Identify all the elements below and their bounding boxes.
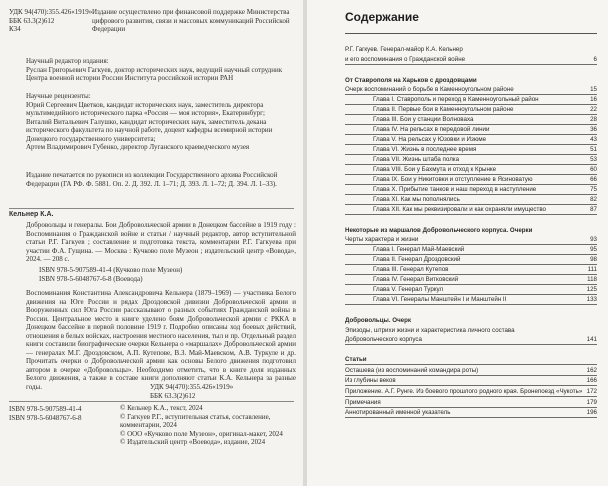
copyright-notices (120, 404, 300, 447)
toc-entry (345, 376, 597, 386)
toc-entry-title: Глава VIII. Бои у Бахмута и отход к Крынке (373, 166, 497, 173)
toc-page-number: 118 (587, 276, 597, 283)
toc-chapter-entry (345, 265, 597, 275)
toc-chapter-entry (345, 95, 597, 105)
toc-page-number: 43 (590, 136, 597, 143)
toc-chapter-entry (345, 285, 597, 295)
toc-entry (345, 398, 597, 408)
toc-entry-title: Черты характера и жизни (345, 236, 419, 243)
reviewer-2: Виталий Витальевич Галушко, кандидат исторических наук, заместитель декана исторического факультета по научной работе, доцент кафедры всемирной истории Донецкого государственного университета; (26, 117, 273, 143)
divider (9, 208, 294, 209)
toc-entry-title: Глава II. Генерал Дроздовский (373, 256, 461, 263)
toc-page-number: 93 (590, 236, 597, 243)
toc-chapter-entry (345, 245, 597, 255)
copyright-line: © Издательский центр «Воевода», издание, 2024 (120, 438, 266, 446)
editor-text: Руслан Григорьевич Гагкуев, доктор исторических наук, ведущий научный сотрудник Центра военной истории России Института российской истории РАН (26, 65, 283, 82)
toc-entry-title: Глава III. Бои у станции Волноваха (373, 116, 474, 123)
toc-entry-title: Примечания (345, 399, 381, 406)
toc-section-heading (345, 75, 597, 85)
isbn-line: ISBN 978-5-907589-41-4 (9, 405, 82, 413)
toc-chapter-entry (345, 115, 597, 125)
toc-entry (345, 235, 597, 245)
toc-page-number: 111 (587, 266, 597, 273)
toc-entry-title: Эпизоды, штрихи жизни и характеристика личного состава (345, 327, 515, 334)
toc-section-heading (345, 355, 597, 365)
toc-entry-title: Глава XII. Как мы реквизировали и как охраняли имущество (373, 206, 546, 213)
toc-page-number: 60 (590, 166, 597, 173)
toc-page-number: 51 (590, 146, 597, 153)
page-title: Содержание (345, 10, 419, 24)
toc-entry (345, 44, 597, 54)
toc-chapter-entry (345, 275, 597, 285)
toc-page-number: 196 (586, 409, 597, 416)
toc-entry-title: Глава I. Генерал Май-Маевский (373, 246, 465, 253)
toc-chapter-entry (345, 195, 597, 205)
imprint-page (0, 0, 303, 486)
bbk-line: ББК 63.3(2)612 (150, 391, 196, 400)
reviewers-label: Научные рецензенты: (26, 92, 91, 100)
toc-chapter-entry (345, 165, 597, 175)
toc-entry-title: Р.Г. Гагкуев. Генерал-майор К.А. Кельнер (345, 46, 463, 53)
reviewers (26, 92, 296, 152)
author-mark: К34 (9, 25, 21, 33)
toc-page-number: 75 (590, 186, 597, 193)
toc-entry (345, 85, 597, 95)
isbn-short-list (9, 405, 109, 422)
toc-page-number: 66 (590, 176, 597, 183)
toc-entry-title: Глава I. Ставрополь и переход в Каменноугольный район (373, 96, 539, 103)
udk-repeat (150, 383, 300, 400)
copyright-line: © Кельнер К.А., текст, 2024 (120, 404, 203, 412)
toc-page-number: 172 (586, 388, 597, 395)
isbn-list (39, 266, 239, 283)
toc-page-number: 166 (586, 377, 597, 384)
toc-page-number: 133 (586, 296, 597, 303)
udk-line: УДК 94(470):355.426«1919» (9, 8, 93, 16)
bbk-line: ББК 63.3(2)612 (9, 16, 55, 25)
toc-entry-title: Некоторые из маршалов Добровольческого корпуса. Очерки (345, 227, 533, 234)
toc-entry-title: Добровольческого корпуса (345, 336, 422, 343)
toc-page-number: 28 (590, 116, 597, 123)
toc-chapter-entry (345, 125, 597, 135)
toc-chapter-entry (345, 155, 597, 165)
toc-section-heading (345, 315, 597, 325)
toc-chapter-entry (345, 175, 597, 185)
isbn-line: ISBN 978-5-6048767-6-8 (Воевода) (39, 274, 143, 283)
copyright-line: © ООО «Кучково поле Музеон», оригинал-макет, 2024 (120, 429, 283, 438)
toc-page-number: 6 (593, 56, 597, 63)
toc-entry-title: Глава IV. Генерал Витковский (373, 276, 459, 283)
toc-entry (345, 325, 597, 335)
toc-entry-title: От Ставрополя на Харьков с дроздовцами (345, 77, 477, 84)
title-rule (345, 33, 597, 34)
scientific-editor (26, 57, 296, 83)
toc-entry-title: и его воспоминания о Гражданской войне (345, 56, 466, 63)
toc-entry-title: Очерк воспоминаний о борьбе в Каменноугольном районе (345, 86, 514, 93)
annotation: Воспоминания Константина Александровича Кельнера (1879–1969) — участника Белого движения на Юге России и рядах Дроздовской дивизии Добровольческой армии и Вооруженных сил Юга России рассказывают о разных событиях Гражданской войны в России. Центральное место в книге уделено боям Добровольческой армии с РККА в Донецком бассейне в первой половине 1919 г. Подробно описаны ход боевых действий, отношения в белых войсках, настроения местного населения, тыл и пр. Отдельный раздел книги составили биографические очерки Кельнера о «маршалах» Добровольческой армии — генералах М.Г. Дроздовском, А.П. Кутепове, В.З. Май-Маевском, А.В. Туркуле и др. Прочитать очерки о Добровольческой армии как основы Белого движения подготовил автором в очерке «Добровольцы». Необходимо отметить, что в книге доля изданных Белого движения, а также в составе книги дополняют статьи К.А. Кельнера за разные годы. (26, 289, 296, 391)
udk-line: УДК 94(470):355.426«1919» (150, 383, 234, 391)
archive-note: Издание печатается по рукописи из коллекции Государственного архива Российской Федерации (ГА РФ. Ф. 5881. Оп. 2. Д. 392. Л. 1–71; Д. 393. Л. 1–72; Д. 394. Л. 1–33). (26, 171, 278, 188)
toc-section-heading (345, 225, 597, 235)
toc-page-number: 125 (586, 286, 597, 293)
reviewer-1: Юрий Сергеевич Цветков, кандидат исторических наук, заместитель директора мультимедийного исторического парка «Россия — моя история», Екатеринбург; (26, 100, 265, 117)
toc-chapter-entry (345, 145, 597, 155)
toc-page-number: 53 (590, 156, 597, 163)
udk-codes (9, 8, 93, 34)
toc-entry (345, 366, 597, 376)
toc-entry-title: Глава X. Прибытие танков и наш переход в наступление (373, 186, 537, 193)
toc-entry (345, 55, 597, 65)
toc-entry (345, 387, 597, 397)
toc-chapter-entry (345, 105, 597, 115)
toc-entry-title: Статьи (345, 356, 367, 363)
toc-page-number: 82 (590, 196, 597, 203)
contents-page (307, 0, 608, 486)
toc-entry-title: Приложение. А.Г. Рунге. Из боевого прошлого родного края. Бронепоезд «Чукоть» (345, 388, 583, 395)
toc-chapter-entry (345, 255, 597, 265)
toc-entry (345, 408, 597, 418)
toc-page-number: 141 (586, 336, 597, 343)
toc-chapter-entry (345, 295, 597, 305)
author-heading: Кельнер К.А. (9, 211, 54, 218)
toc-entry-title: Глава II. Первые бои в Каменноугольном районе (373, 106, 514, 113)
toc-chapter-entry (345, 135, 597, 145)
editor-label: Научный редактор издания: (26, 57, 109, 65)
toc-entry-title: Глава IX. Бои у Никитовки и отступление в Ясиноватую (373, 176, 533, 183)
toc-chapter-entry (345, 185, 597, 195)
isbn-line: ISBN 978-5-6048767-6-8 (9, 413, 82, 422)
toc-entry-title: Глава III. Генерал Кутепов (373, 266, 449, 273)
toc-entry-title: Аннотированный именной указатель (345, 409, 451, 416)
toc-entry-title: Глава V. Генерал Туркул (373, 286, 444, 293)
toc-page-number: 22 (590, 106, 597, 113)
publisher-support-note: Издание осуществлено при финансовой поддержке Министерства цифрового развития, связи и массовых коммуникаций Российской Федерации (92, 8, 290, 33)
reviewer-3: Артем Владимирович Губенко, директор Луганского краеведческого музея (26, 143, 250, 151)
toc-entry-title: Осташева (из воспоминаний командира роты) (345, 367, 479, 374)
toc-entry-title: Добровольцы. Очерк (345, 317, 411, 324)
divider (9, 401, 294, 402)
toc-page-number: 87 (590, 206, 597, 213)
toc-entry-title: Глава VI. Генералы Манштейн I и Манштейн II (373, 296, 507, 303)
toc-entry-title: Из глубины веков (345, 377, 396, 384)
toc-page-number: 162 (586, 367, 597, 374)
toc-page-number: 179 (586, 399, 597, 406)
toc-entry-title: Глава VI. Жизнь в последнее время (373, 146, 477, 153)
toc-chapter-entry (345, 205, 597, 215)
toc-page-number: 15 (590, 86, 597, 93)
toc-entry-title: Глава XI. Как мы пополнялись (373, 196, 460, 203)
isbn-line: ISBN 978-5-907589-41-4 (Кучково поле Музеон) (39, 266, 183, 274)
toc-entry-title: Глава IV. На рельсах в передовой линии (373, 126, 490, 133)
copyright-line: © Гагкуев Р.Г., вступительная статья, составление, комментарии, 2024 (120, 412, 271, 429)
toc-entry-title: Глава V. На рельсах у Юзовки и Изюме (373, 136, 487, 143)
toc-page-number: 16 (590, 96, 597, 103)
toc-page-number: 98 (590, 256, 597, 263)
toc-page-number: 95 (590, 246, 597, 253)
toc-page-number: 36 (590, 126, 597, 133)
toc-entry-title: Глава VII. Жизнь штаба полка (373, 156, 460, 163)
toc-entry (345, 335, 597, 345)
bibliographic-description: Добровольцы и генералы. Бои Добровольческой армии в Донецком бассейне в 1919 году : Воспоминания о Гражданской войне и статьи / научный редактор, автор вступительной статьи Р.Г. Гагкуев ; составление и подготовка текста, комментарии Р.Г. Гагкуева при участии Ф.А. Гущина. — Москва : Кучково поле Музеон ; издательский центр «Вовода», 2024. — 208 с. (26, 221, 296, 263)
